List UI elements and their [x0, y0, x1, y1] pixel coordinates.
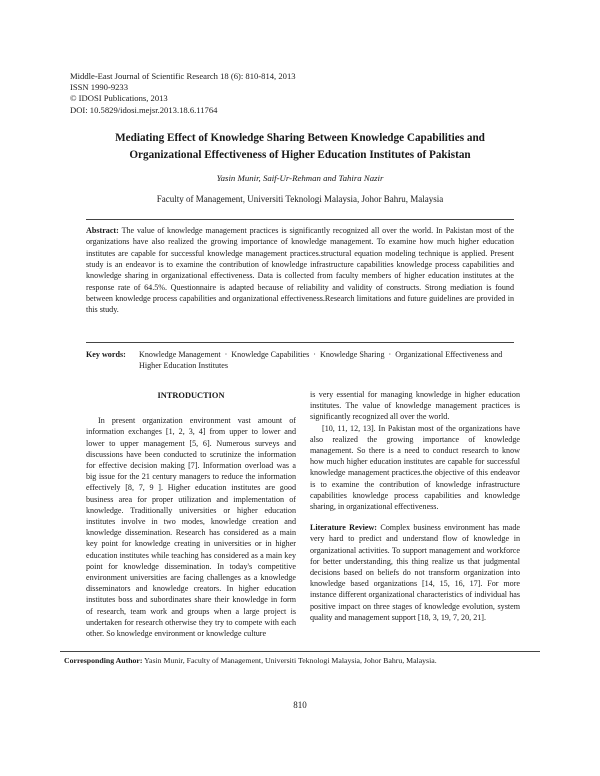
doi[interactable]: DOI: 10.5829/idosi.mejsr.2013.18.6.11764 — [70, 104, 218, 115]
intro-paragraph-1: In present organization environment vast amount of information exchanges [1, 2, 3, 4] from upper to lower and lower to upper management [5, 6]. Numerous surveys and discussions have been conducted to scrutinize the information for effective decision making [7]. Information overload was a big issue for the 21 century managers to reduce the information effectively [8, 7, 9 ]. Higher education institutes are good business area for proper utilization and implementation of knowledge. Traditionally universities or higher education institutes involve in two modes, knowledge creation and knowledge dissemination. Research has considered as a main key point for knowledge creating in universities or in higher education institutes while teaching has considered as a main key point for knowledge dissemination. In today's competitive environment universities are facing challenges as a knowledge disseminators and knowledge creators. In higher education institutes boss and subordinates share their knowledge in form of research, team work and groups when a large project is undertaken for research otherwise they try to compete with each other. So knowledge environment or knowledge culture — [86, 416, 296, 639]
abstract-bottom-rule — [86, 342, 514, 343]
keyword-item: Knowledge Management — [139, 350, 221, 359]
paper-title — [60, 130, 540, 164]
copyright: © IDOSI Publications, 2013 — [70, 93, 168, 104]
keywords — [86, 349, 514, 372]
corresponding-author-text: Yasin Munir, Faculty of Management, Universiti Teknologi Malaysia, Johor Bahru, Malaysia. — [144, 656, 437, 665]
corresponding-author — [64, 656, 437, 665]
issn: ISSN 1990-9233 — [70, 82, 129, 93]
keyword-item: Knowledge Capabilities — [231, 350, 310, 359]
keywords-list — [139, 349, 511, 372]
abstract-top-rule — [86, 219, 514, 220]
literature-review-paragraph — [310, 522, 520, 623]
keyword-item: Organizational Effectiveness and Higher Education Institutes — [139, 350, 503, 371]
abstract-text: The value of knowledge management practices is significantly recognized all over the world. In Pakistan most of the organizations have also realized the growing importance of knowledge management. To examine how much higher education institutes are capable for successful knowledge management practices.structural equation modeling technique is applied. Present study is an endeavor is to examine the contribution of knowledge infrastructure capabilities knowledge process capabilities and knowledge sharing in organizational effectiveness. Data is collected from faculty members of higher education institutes at the response rate of 64.5%. Questionnaire is adapted because of reliability and validity of constructs. Strong mediation is found between knowledge process capabilities and organizational effectiveness.Research limitations and future guidelines are provided in this study. — [86, 226, 514, 315]
left-column — [86, 390, 296, 639]
keywords-label: Key words: — [86, 350, 126, 359]
title-line-2: Organizational Effectiveness of Higher Education Institutes of Pakistan — [129, 149, 471, 161]
corresponding-author-label: Corresponding Author: — [64, 656, 143, 665]
journal-header — [70, 71, 296, 116]
authors: Yasin Munir, Saif-Ur-Rehman and Tahira Nazir — [216, 173, 384, 183]
introduction-heading: INTRODUCTION — [157, 391, 225, 400]
literature-review-label: Literature Review: — [310, 523, 378, 533]
keyword-item: Knowledge Sharing — [320, 350, 385, 359]
right-column — [310, 389, 520, 623]
footnote-rule — [60, 651, 540, 652]
title-line-1: Mediating Effect of Knowledge Sharing Between Knowledge Capabilities and — [115, 132, 485, 144]
journal-citation: Middle-East Journal of Scientific Research 18 (6): 810-814, 2013 — [70, 71, 296, 81]
page-number: 810 — [293, 700, 307, 710]
keyword-separator: · — [388, 350, 392, 359]
affiliation: Faculty of Management, Universiti Teknologi Malaysia, Johor Bahru, Malaysia — [156, 194, 444, 204]
intro-paragraph-2: [10, 11, 12, 13]. In Pakistan most of the organizations have also realized the growing importance of knowledge management. So there is a need to conduct research to know how much higher education institutes are capable for successful knowledge management practices.the objective of this endeavor is to examine the contribution of knowledge infrastructure capabilities knowledge process capabilities and knowledge sharing, in organizational effectiveness. — [310, 423, 520, 512]
abstract — [86, 225, 514, 316]
keyword-separator: · — [224, 350, 228, 359]
keyword-separator: · — [313, 350, 316, 359]
literature-review-text: Complex business environment has made very hard to predict and understand flow of knowledge in organizational activities. To support management and workforce for better understanding, this thing realize us that judgmental decisions based on beliefs do not transform organization into knowledge based organizations [14, 15, 16, 17]. For more instance different organizational characteristics of individual has positive impact on three stages of knowledge evolution, system quality and management support [18, 3, 19, 7, 20, 21]. — [310, 523, 520, 622]
intro-paragraph-1-continued: is very essential for managing knowledge in higher education institutes. The value of knowledge management practices is significantly recognized all over the world. — [310, 390, 520, 422]
abstract-label: Abstract: — [86, 226, 119, 235]
